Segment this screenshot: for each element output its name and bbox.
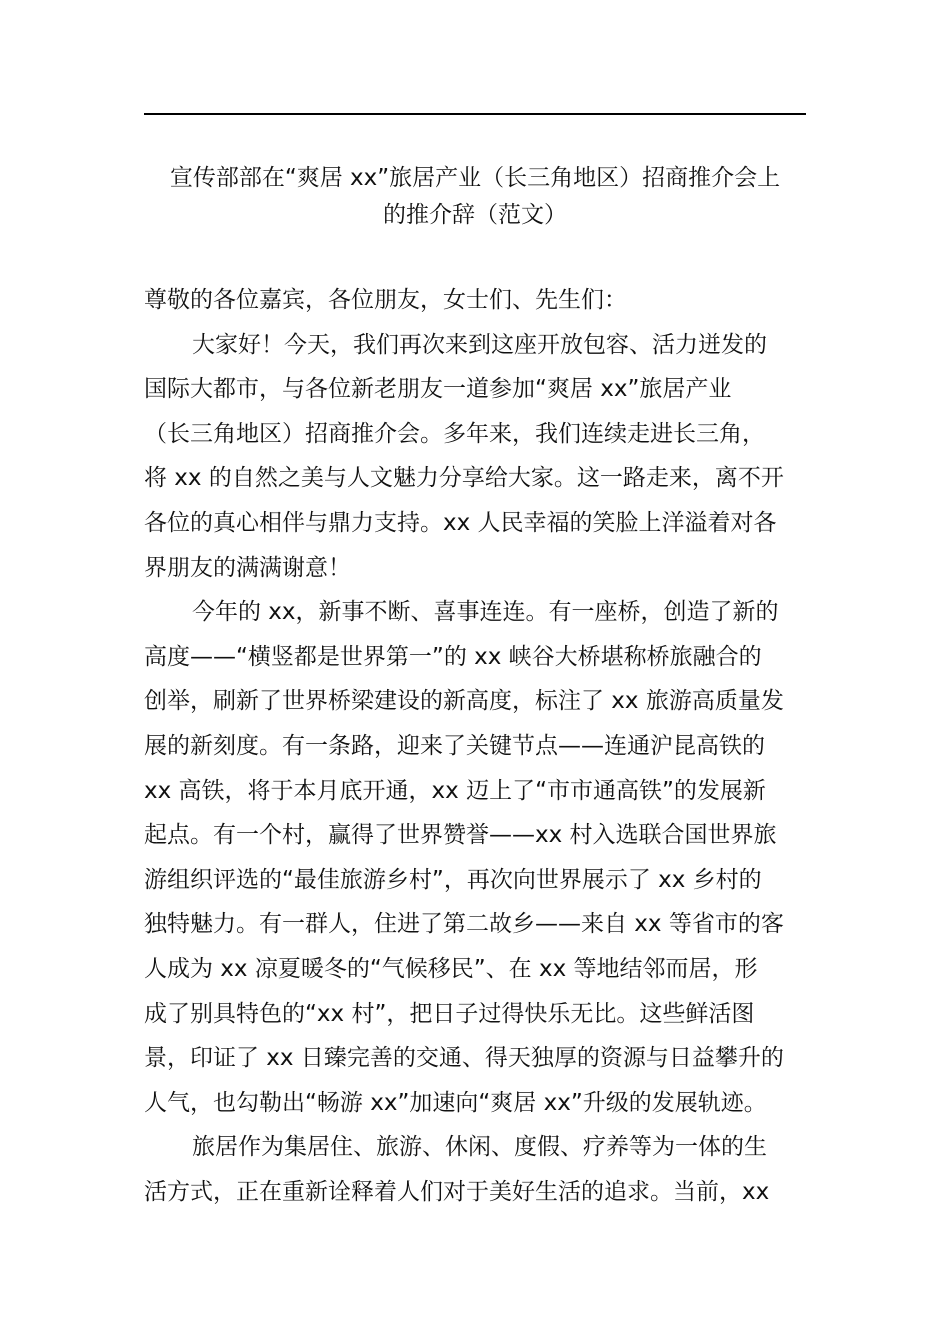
document-title xyxy=(144,160,806,234)
body-line: 独特魅力。有一群人，住进了第二故乡——来自 xx 等省市的客 xyxy=(144,911,784,938)
body-line: 大家好！今天，我们再次来到这座开放包容、活力迸发的 xyxy=(192,331,767,358)
body-line: 人气，也勾勒出“畅游 xx”加速向“爽居 xx”升级的发展轨迹。 xyxy=(144,1089,767,1116)
body-line: （长三角地区）招商推介会。多年来，我们连续走进长三角， xyxy=(144,420,765,447)
document-body xyxy=(144,278,806,1214)
body-line: 今年的 xx，新事不断、喜事连连。有一座桥，创造了新的 xyxy=(192,599,779,626)
body-line: 游组织评选的“最佳旅游乡村”，再次向世界展示了 xx 乡村的 xyxy=(144,866,762,893)
body-line: xx 高铁，将于本月底开通，xx 迈上了“市市通高铁”的发展新 xyxy=(144,777,766,804)
body-line: 人成为 xx 凉夏暖冬的“气候移民”、在 xx 等地结邻而居，形 xyxy=(144,955,758,982)
body-line: 创举，刷新了世界桥梁建设的新高度，标注了 xx 旅游高质量发 xyxy=(144,688,784,715)
body-line: 界朋友的满满谢意！ xyxy=(144,554,351,581)
body-line: 活方式，正在重新诠释着人们对于美好生活的追求。当前，xx xyxy=(144,1178,770,1205)
title-line: 宣传部部在“爽居 xx”旅居产业（长三角地区）招商推介会上 xyxy=(169,165,781,191)
body-line: 将 xx 的自然之美与人文魅力分享给大家。这一路走来，离不开 xyxy=(144,465,784,492)
body-line: 展的新刻度。有一条路，迎来了关键节点——连通沪昆高铁的 xyxy=(144,732,765,759)
header-rule xyxy=(144,113,806,115)
body-line: 高度——“横竖都是世界第一”的 xx 峡谷大桥堪称桥旅融合的 xyxy=(144,643,762,670)
salutation: 尊敬的各位嘉宾，各位朋友，女士们、先生们： xyxy=(144,287,627,313)
body-line: 起点。有一个村，赢得了世界赞誉——xx 村入选联合国世界旅 xyxy=(144,822,777,849)
body-line: 旅居作为集居住、旅游、休闲、度假、疗养等为一体的生 xyxy=(192,1134,767,1161)
body-line: 景，印证了 xx 日臻完善的交通、得天独厚的资源与日益攀升的 xyxy=(144,1045,784,1072)
body-line: 各位的真心相伴与鼎力支持。xx 人民幸福的笑脸上洋溢着对各 xyxy=(144,509,777,536)
body-line: 国际大都市，与各位新老朋友一道参加“爽居 xx”旅居产业 xyxy=(144,376,732,403)
title-line: 的推介辞（范文） xyxy=(383,202,567,228)
body-line: 成了别具特色的“xx 村”，把日子过得快乐无比。这些鲜活图 xyxy=(144,1000,755,1027)
